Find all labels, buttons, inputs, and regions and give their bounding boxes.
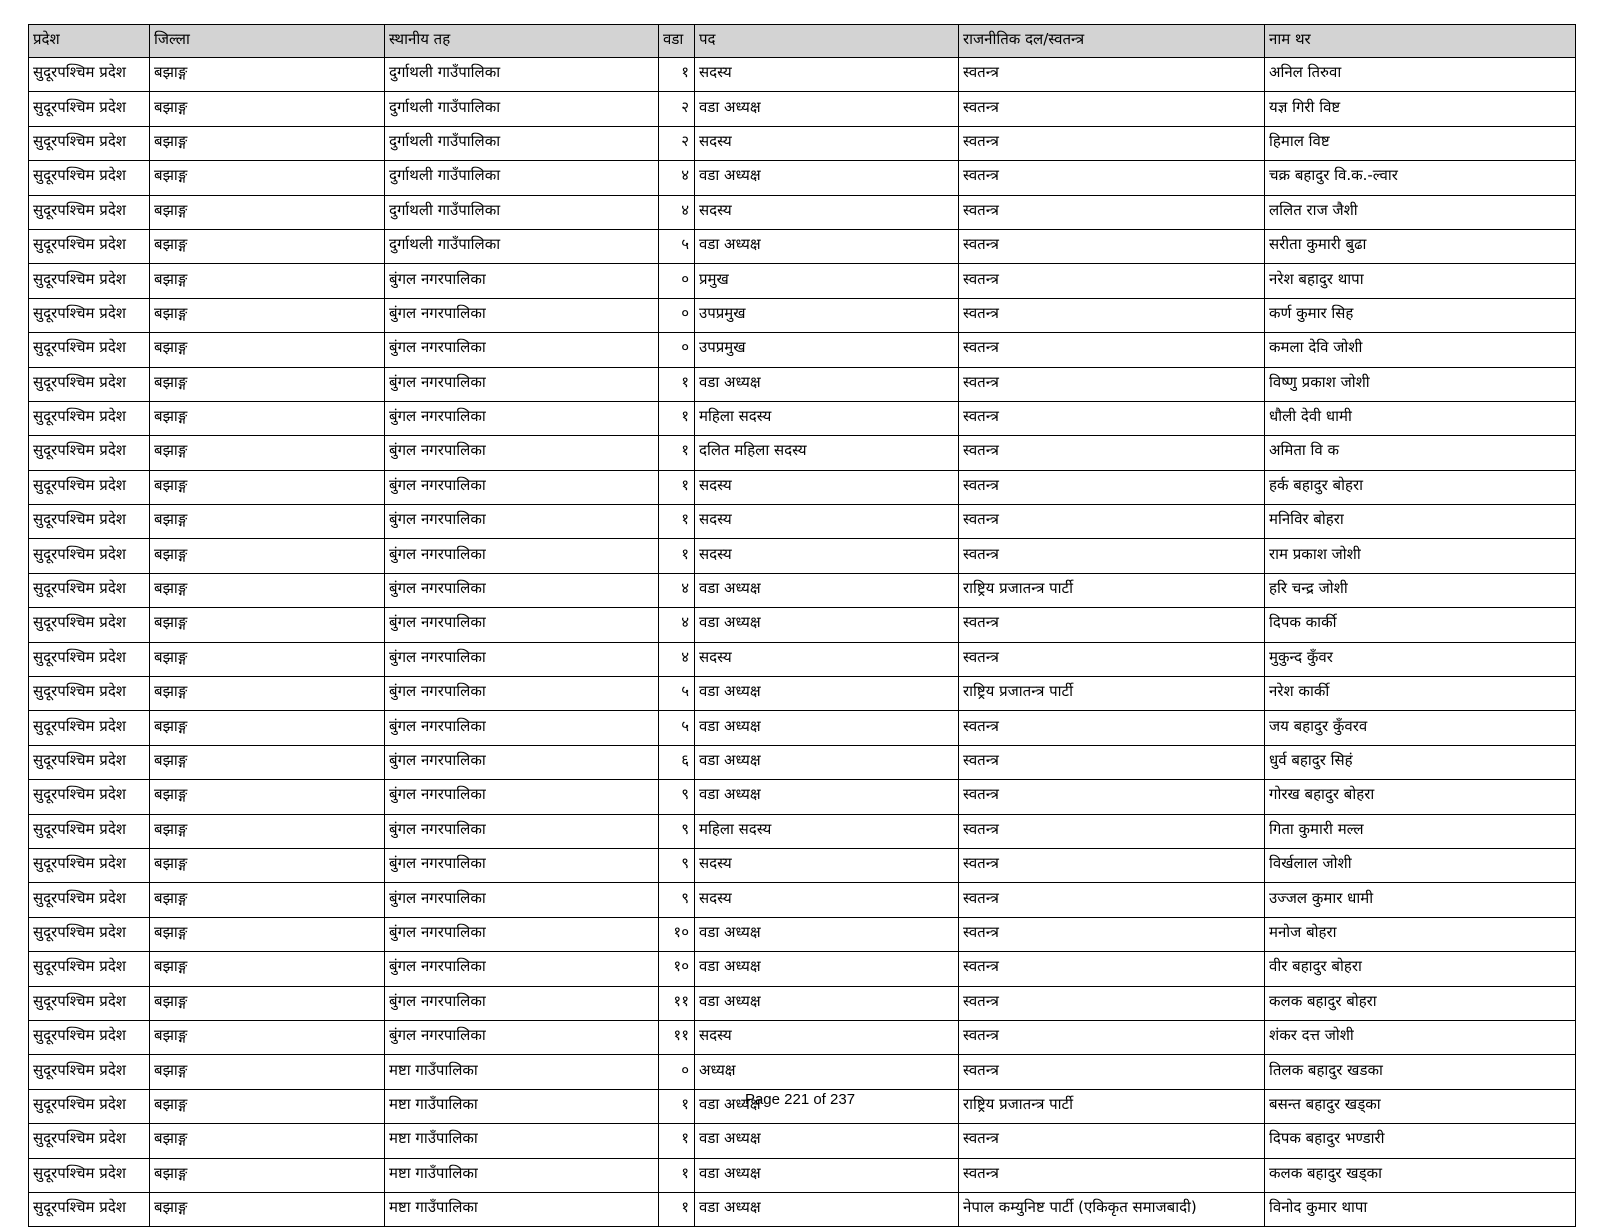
cell-province: सुदूरपश्चिम प्रदेश bbox=[29, 608, 150, 642]
cell-post: वडा अध्यक्ष bbox=[695, 677, 959, 711]
cell-post: उपप्रमुख bbox=[695, 298, 959, 332]
cell-local-level: दुर्गाथली गाउँपालिका bbox=[385, 195, 659, 229]
cell-ward: ४ bbox=[659, 161, 695, 195]
cell-district: बझाङ्ग bbox=[150, 298, 385, 332]
cell-party: स्वतन्त्र bbox=[959, 401, 1265, 435]
table-row bbox=[29, 298, 1576, 332]
cell-local-level: दुर्गाथली गाउँपालिका bbox=[385, 126, 659, 160]
cell-ward: ११ bbox=[659, 986, 695, 1020]
cell-district: बझाङ्ग bbox=[150, 986, 385, 1020]
cell-post: सदस्य bbox=[695, 539, 959, 573]
cell-party: स्वतन्त्र bbox=[959, 92, 1265, 126]
header-name: नाम थर bbox=[1265, 25, 1576, 58]
cell-district: बझाङ्ग bbox=[150, 1020, 385, 1054]
table-row bbox=[29, 161, 1576, 195]
cell-local-level: दुर्गाथली गाउँपालिका bbox=[385, 229, 659, 263]
cell-province: सुदूरपश्चिम प्रदेश bbox=[29, 505, 150, 539]
cell-ward: ५ bbox=[659, 677, 695, 711]
cell-local-level: बुंगल नगरपालिका bbox=[385, 608, 659, 642]
cell-ward: १ bbox=[659, 1124, 695, 1158]
cell-local-level: दुर्गाथली गाउँपालिका bbox=[385, 58, 659, 92]
cell-post: वडा अध्यक्ष bbox=[695, 1124, 959, 1158]
cell-ward: ५ bbox=[659, 229, 695, 263]
table-row bbox=[29, 1020, 1576, 1054]
cell-party: स्वतन्त्र bbox=[959, 848, 1265, 882]
cell-local-level: बुंगल नगरपालिका bbox=[385, 848, 659, 882]
cell-province: सुदूरपश्चिम प्रदेश bbox=[29, 367, 150, 401]
cell-district: बझाङ्ग bbox=[150, 642, 385, 676]
cell-province: सुदूरपश्चिम प्रदेश bbox=[29, 1055, 150, 1089]
table-row bbox=[29, 436, 1576, 470]
cell-party: स्वतन्त्र bbox=[959, 814, 1265, 848]
cell-party: स्वतन्त्र bbox=[959, 298, 1265, 332]
cell-post: सदस्य bbox=[695, 1020, 959, 1054]
cell-name: राम प्रकाश जोशी bbox=[1265, 539, 1576, 573]
cell-post: सदस्य bbox=[695, 58, 959, 92]
cell-local-level: बुंगल नगरपालिका bbox=[385, 814, 659, 848]
cell-name: मनोज बोहरा bbox=[1265, 917, 1576, 951]
cell-district: बझाङ्ग bbox=[150, 58, 385, 92]
table-row bbox=[29, 367, 1576, 401]
cell-name: धौली देवी धामी bbox=[1265, 401, 1576, 435]
cell-local-level: बुंगल नगरपालिका bbox=[385, 677, 659, 711]
cell-party: स्वतन्त्र bbox=[959, 780, 1265, 814]
table-row bbox=[29, 229, 1576, 263]
cell-district: बझाङ्ग bbox=[150, 780, 385, 814]
cell-province: सुदूरपश्चिम प्रदेश bbox=[29, 1020, 150, 1054]
cell-local-level: दुर्गाथली गाउँपालिका bbox=[385, 92, 659, 126]
table-row bbox=[29, 58, 1576, 92]
table-row bbox=[29, 401, 1576, 435]
cell-post: वडा अध्यक्ष bbox=[695, 367, 959, 401]
cell-district: बझाङ्ग bbox=[150, 745, 385, 779]
cell-name: विष्णु प्रकाश जोशी bbox=[1265, 367, 1576, 401]
table-row bbox=[29, 814, 1576, 848]
cell-province: सुदूरपश्चिम प्रदेश bbox=[29, 1192, 150, 1226]
cell-party: स्वतन्त्र bbox=[959, 1158, 1265, 1192]
table-row bbox=[29, 711, 1576, 745]
cell-party: स्वतन्त्र bbox=[959, 952, 1265, 986]
cell-district: बझाङ्ग bbox=[150, 436, 385, 470]
cell-name: गिता कुमारी मल्ल bbox=[1265, 814, 1576, 848]
cell-district: बझाङ्ग bbox=[150, 1124, 385, 1158]
cell-post: वडा अध्यक्ष bbox=[695, 986, 959, 1020]
cell-district: बझाङ्ग bbox=[150, 677, 385, 711]
cell-ward: १ bbox=[659, 367, 695, 401]
cell-local-level: बुंगल नगरपालिका bbox=[385, 711, 659, 745]
cell-local-level: बुंगल नगरपालिका bbox=[385, 642, 659, 676]
cell-local-level: मष्टा गाउँपालिका bbox=[385, 1055, 659, 1089]
cell-province: सुदूरपश्चिम प्रदेश bbox=[29, 814, 150, 848]
cell-district: बझाङ्ग bbox=[150, 917, 385, 951]
cell-post: वडा अध्यक्ष bbox=[695, 711, 959, 745]
table-row bbox=[29, 505, 1576, 539]
cell-party: स्वतन्त्र bbox=[959, 539, 1265, 573]
cell-district: बझाङ्ग bbox=[150, 401, 385, 435]
cell-ward: १ bbox=[659, 539, 695, 573]
cell-province: सुदूरपश्चिम प्रदेश bbox=[29, 1089, 150, 1123]
cell-post: वडा अध्यक्ष bbox=[695, 1158, 959, 1192]
cell-post: प्रमुख bbox=[695, 264, 959, 298]
cell-ward: ९ bbox=[659, 780, 695, 814]
cell-local-level: मष्टा गाउँपालिका bbox=[385, 1192, 659, 1226]
cell-party: स्वतन्त्र bbox=[959, 986, 1265, 1020]
table-row bbox=[29, 608, 1576, 642]
cell-ward: ५ bbox=[659, 711, 695, 745]
cell-district: बझाङ्ग bbox=[150, 505, 385, 539]
cell-party: स्वतन्त्र bbox=[959, 917, 1265, 951]
cell-province: सुदूरपश्चिम प्रदेश bbox=[29, 573, 150, 607]
cell-province: सुदूरपश्चिम प्रदेश bbox=[29, 126, 150, 160]
cell-province: सुदूरपश्चिम प्रदेश bbox=[29, 161, 150, 195]
cell-name: धुर्व बहादुर सिहं bbox=[1265, 745, 1576, 779]
cell-post: सदस्य bbox=[695, 848, 959, 882]
cell-local-level: बुंगल नगरपालिका bbox=[385, 333, 659, 367]
cell-name: दिपक बहादुर भण्डारी bbox=[1265, 1124, 1576, 1158]
cell-party: स्वतन्त्र bbox=[959, 1055, 1265, 1089]
cell-ward: ११ bbox=[659, 1020, 695, 1054]
cell-post: वडा अध्यक्ष bbox=[695, 92, 959, 126]
table-row bbox=[29, 1055, 1576, 1089]
cell-party: स्वतन्त्र bbox=[959, 264, 1265, 298]
cell-name: नरेश बहादुर थापा bbox=[1265, 264, 1576, 298]
table-row bbox=[29, 539, 1576, 573]
cell-ward: ९ bbox=[659, 883, 695, 917]
table-row bbox=[29, 195, 1576, 229]
cell-local-level: मष्टा गाउँपालिका bbox=[385, 1124, 659, 1158]
cell-ward: १ bbox=[659, 401, 695, 435]
cell-district: बझाङ्ग bbox=[150, 1192, 385, 1226]
cell-ward: ० bbox=[659, 298, 695, 332]
cell-local-level: बुंगल नगरपालिका bbox=[385, 952, 659, 986]
cell-party: स्वतन्त्र bbox=[959, 195, 1265, 229]
cell-local-level: बुंगल नगरपालिका bbox=[385, 573, 659, 607]
cell-province: सुदूरपश्चिम प्रदेश bbox=[29, 1124, 150, 1158]
cell-province: सुदूरपश्चिम प्रदेश bbox=[29, 333, 150, 367]
cell-ward: १ bbox=[659, 505, 695, 539]
table-row bbox=[29, 883, 1576, 917]
cell-name: सरीता कुमारी बुढा bbox=[1265, 229, 1576, 263]
header-province: प्रदेश bbox=[29, 25, 150, 58]
cell-post: महिला सदस्य bbox=[695, 401, 959, 435]
cell-name: जय बहादुर कुँवरव bbox=[1265, 711, 1576, 745]
cell-local-level: बुंगल नगरपालिका bbox=[385, 986, 659, 1020]
cell-local-level: दुर्गाथली गाउँपालिका bbox=[385, 161, 659, 195]
cell-province: सुदूरपश्चिम प्रदेश bbox=[29, 883, 150, 917]
table-row bbox=[29, 92, 1576, 126]
cell-province: सुदूरपश्चिम प्रदेश bbox=[29, 264, 150, 298]
cell-name: अमिता वि क bbox=[1265, 436, 1576, 470]
cell-party: स्वतन्त्र bbox=[959, 745, 1265, 779]
cell-name: उज्जल कुमार धामी bbox=[1265, 883, 1576, 917]
cell-name: कर्ण कुमार सिह bbox=[1265, 298, 1576, 332]
cell-district: बझाङ्ग bbox=[150, 367, 385, 401]
table-row bbox=[29, 126, 1576, 160]
cell-local-level: बुंगल नगरपालिका bbox=[385, 367, 659, 401]
cell-name: दिपक कार्की bbox=[1265, 608, 1576, 642]
cell-local-level: बुंगल नगरपालिका bbox=[385, 745, 659, 779]
cell-party: स्वतन्त्र bbox=[959, 608, 1265, 642]
cell-local-level: बुंगल नगरपालिका bbox=[385, 470, 659, 504]
cell-province: सुदूरपश्चिम प्रदेश bbox=[29, 952, 150, 986]
cell-name: कलक बहादुर बोहरा bbox=[1265, 986, 1576, 1020]
cell-ward: २ bbox=[659, 92, 695, 126]
cell-post: वडा अध्यक्ष bbox=[695, 917, 959, 951]
cell-ward: १ bbox=[659, 1158, 695, 1192]
cell-post: वडा अध्यक्ष bbox=[695, 229, 959, 263]
cell-party: स्वतन्त्र bbox=[959, 333, 1265, 367]
cell-name: हिमाल विष्ट bbox=[1265, 126, 1576, 160]
cell-province: सुदूरपश्चिम प्रदेश bbox=[29, 917, 150, 951]
cell-post: दलित महिला सदस्य bbox=[695, 436, 959, 470]
cell-local-level: बुंगल नगरपालिका bbox=[385, 1020, 659, 1054]
table-row bbox=[29, 642, 1576, 676]
cell-ward: ९ bbox=[659, 848, 695, 882]
cell-party: स्वतन्त्र bbox=[959, 1020, 1265, 1054]
table-row bbox=[29, 333, 1576, 367]
cell-party: स्वतन्त्र bbox=[959, 505, 1265, 539]
cell-province: सुदूरपश्चिम प्रदेश bbox=[29, 848, 150, 882]
cell-name: बसन्त बहादुर खड्का bbox=[1265, 1089, 1576, 1123]
cell-district: बझाङ्ग bbox=[150, 195, 385, 229]
cell-local-level: बुंगल नगरपालिका bbox=[385, 917, 659, 951]
cell-province: सुदूरपश्चिम प्रदेश bbox=[29, 401, 150, 435]
cell-post: महिला सदस्य bbox=[695, 814, 959, 848]
cell-party: राष्ट्रिय प्रजातन्त्र पार्टी bbox=[959, 573, 1265, 607]
cell-name: हर्क बहादुर बोहरा bbox=[1265, 470, 1576, 504]
header-row bbox=[29, 25, 1576, 58]
cell-post: सदस्य bbox=[695, 195, 959, 229]
cell-district: बझाङ्ग bbox=[150, 1089, 385, 1123]
cell-province: सुदूरपश्चिम प्रदेश bbox=[29, 436, 150, 470]
cell-local-level: बुंगल नगरपालिका bbox=[385, 780, 659, 814]
cell-ward: ६ bbox=[659, 745, 695, 779]
cell-district: बझाङ्ग bbox=[150, 264, 385, 298]
cell-local-level: बुंगल नगरपालिका bbox=[385, 264, 659, 298]
cell-party: स्वतन्त्र bbox=[959, 883, 1265, 917]
cell-local-level: मष्टा गाउँपालिका bbox=[385, 1158, 659, 1192]
table-row bbox=[29, 917, 1576, 951]
cell-ward: ४ bbox=[659, 195, 695, 229]
cell-district: बझाङ्ग bbox=[150, 883, 385, 917]
cell-name: ललित राज जैशी bbox=[1265, 195, 1576, 229]
cell-name: चक्र बहादुर वि.क.-ल्वार bbox=[1265, 161, 1576, 195]
table-row bbox=[29, 745, 1576, 779]
cell-party: स्वतन्त्र bbox=[959, 229, 1265, 263]
cell-party: स्वतन्त्र bbox=[959, 58, 1265, 92]
table-row bbox=[29, 1192, 1576, 1226]
cell-province: सुदूरपश्चिम प्रदेश bbox=[29, 195, 150, 229]
cell-district: बझाङ्ग bbox=[150, 1158, 385, 1192]
cell-name: विनोद कुमार थापा bbox=[1265, 1192, 1576, 1226]
cell-name: मनिविर बोहरा bbox=[1265, 505, 1576, 539]
cell-local-level: बुंगल नगरपालिका bbox=[385, 539, 659, 573]
cell-local-level: बुंगल नगरपालिका bbox=[385, 401, 659, 435]
cell-party: स्वतन्त्र bbox=[959, 161, 1265, 195]
cell-district: बझाङ्ग bbox=[150, 1055, 385, 1089]
cell-party: स्वतन्त्र bbox=[959, 1124, 1265, 1158]
cell-post: वडा अध्यक्ष bbox=[695, 161, 959, 195]
header-party: राजनीतिक दल/स्वतन्त्र bbox=[959, 25, 1265, 58]
cell-name: यज्ञ गिरी विष्ट bbox=[1265, 92, 1576, 126]
cell-ward: १० bbox=[659, 952, 695, 986]
cell-ward: ९ bbox=[659, 814, 695, 848]
table-row bbox=[29, 573, 1576, 607]
cell-ward: ४ bbox=[659, 608, 695, 642]
cell-province: सुदूरपश्चिम प्रदेश bbox=[29, 677, 150, 711]
cell-name: गोरख बहादुर बोहरा bbox=[1265, 780, 1576, 814]
cell-party: स्वतन्त्र bbox=[959, 436, 1265, 470]
cell-post: वडा अध्यक्ष bbox=[695, 1192, 959, 1226]
cell-post: अध्यक्ष bbox=[695, 1055, 959, 1089]
header-post: पद bbox=[695, 25, 959, 58]
cell-district: बझाङ्ग bbox=[150, 848, 385, 882]
cell-post: वडा अध्यक्ष bbox=[695, 1089, 959, 1123]
cell-post: सदस्य bbox=[695, 505, 959, 539]
cell-province: सुदूरपश्चिम प्रदेश bbox=[29, 986, 150, 1020]
cell-name: तिलक बहादुर खडका bbox=[1265, 1055, 1576, 1089]
cell-province: सुदूरपश्चिम प्रदेश bbox=[29, 229, 150, 263]
cell-province: सुदूरपश्चिम प्रदेश bbox=[29, 92, 150, 126]
cell-post: सदस्य bbox=[695, 883, 959, 917]
cell-post: वडा अध्यक्ष bbox=[695, 952, 959, 986]
cell-ward: १ bbox=[659, 1089, 695, 1123]
cell-district: बझाङ्ग bbox=[150, 608, 385, 642]
cell-province: सुदूरपश्चिम प्रदेश bbox=[29, 711, 150, 745]
cell-name: अनिल तिरुवा bbox=[1265, 58, 1576, 92]
cell-party: राष्ट्रिय प्रजातन्त्र पार्टी bbox=[959, 1089, 1265, 1123]
cell-party: राष्ट्रिय प्रजातन्त्र पार्टी bbox=[959, 677, 1265, 711]
cell-post: वडा अध्यक्ष bbox=[695, 608, 959, 642]
header-ward: वडा bbox=[659, 25, 695, 58]
results-table bbox=[28, 24, 1576, 1227]
cell-party: स्वतन्त्र bbox=[959, 711, 1265, 745]
header-local-level: स्थानीय तह bbox=[385, 25, 659, 58]
cell-party: नेपाल कम्युनिष्ट पार्टी (एकिकृत समाजबादी) bbox=[959, 1192, 1265, 1226]
cell-post: वडा अध्यक्ष bbox=[695, 745, 959, 779]
cell-party: स्वतन्त्र bbox=[959, 367, 1265, 401]
cell-ward: ४ bbox=[659, 573, 695, 607]
cell-local-level: बुंगल नगरपालिका bbox=[385, 505, 659, 539]
cell-ward: २ bbox=[659, 126, 695, 160]
cell-local-level: बुंगल नगरपालिका bbox=[385, 883, 659, 917]
table-row bbox=[29, 1124, 1576, 1158]
cell-district: बझाङ्ग bbox=[150, 126, 385, 160]
cell-name: कलक बहादुर खड्का bbox=[1265, 1158, 1576, 1192]
cell-ward: ० bbox=[659, 333, 695, 367]
cell-name: मुकुन्द कुँवर bbox=[1265, 642, 1576, 676]
cell-local-level: मष्टा गाउँपालिका bbox=[385, 1089, 659, 1123]
cell-district: बझाङ्ग bbox=[150, 952, 385, 986]
cell-ward: १ bbox=[659, 470, 695, 504]
cell-province: सुदूरपश्चिम प्रदेश bbox=[29, 745, 150, 779]
table-row bbox=[29, 1158, 1576, 1192]
cell-province: सुदूरपश्चिम प्रदेश bbox=[29, 780, 150, 814]
cell-district: बझाङ्ग bbox=[150, 333, 385, 367]
cell-post: सदस्य bbox=[695, 126, 959, 160]
cell-province: सुदूरपश्चिम प्रदेश bbox=[29, 539, 150, 573]
table-row bbox=[29, 848, 1576, 882]
cell-province: सुदूरपश्चिम प्रदेश bbox=[29, 1158, 150, 1192]
table-body bbox=[29, 58, 1576, 1227]
cell-province: सुदूरपश्चिम प्रदेश bbox=[29, 470, 150, 504]
cell-district: बझाङ्ग bbox=[150, 573, 385, 607]
cell-province: सुदूरपश्चिम प्रदेश bbox=[29, 298, 150, 332]
cell-post: सदस्य bbox=[695, 642, 959, 676]
cell-ward: १ bbox=[659, 436, 695, 470]
cell-post: उपप्रमुख bbox=[695, 333, 959, 367]
cell-party: स्वतन्त्र bbox=[959, 642, 1265, 676]
cell-district: बझाङ्ग bbox=[150, 711, 385, 745]
cell-party: स्वतन्त्र bbox=[959, 470, 1265, 504]
cell-name: नरेश कार्की bbox=[1265, 677, 1576, 711]
table-row bbox=[29, 264, 1576, 298]
table-row bbox=[29, 952, 1576, 986]
cell-province: सुदूरपश्चिम प्रदेश bbox=[29, 58, 150, 92]
table-row bbox=[29, 470, 1576, 504]
cell-ward: १ bbox=[659, 1192, 695, 1226]
cell-local-level: बुंगल नगरपालिका bbox=[385, 436, 659, 470]
cell-post: वडा अध्यक्ष bbox=[695, 573, 959, 607]
cell-ward: १० bbox=[659, 917, 695, 951]
header-district: जिल्ला bbox=[150, 25, 385, 58]
cell-name: हरि चन्द्र जोशी bbox=[1265, 573, 1576, 607]
cell-ward: १ bbox=[659, 58, 695, 92]
cell-district: बझाङ्ग bbox=[150, 814, 385, 848]
cell-ward: ० bbox=[659, 264, 695, 298]
cell-name: विर्खलाल जोशी bbox=[1265, 848, 1576, 882]
cell-district: बझाङ्ग bbox=[150, 539, 385, 573]
table-row bbox=[29, 780, 1576, 814]
cell-post: सदस्य bbox=[695, 470, 959, 504]
page-number: Page 221 of 237 bbox=[744, 1091, 856, 1108]
table-row bbox=[29, 986, 1576, 1020]
cell-name: कमला देवि जोशी bbox=[1265, 333, 1576, 367]
cell-district: बझाङ्ग bbox=[150, 229, 385, 263]
cell-district: बझाङ्ग bbox=[150, 92, 385, 126]
cell-party: स्वतन्त्र bbox=[959, 126, 1265, 160]
cell-district: बझाङ्ग bbox=[150, 161, 385, 195]
cell-name: शंकर दत्त जोशी bbox=[1265, 1020, 1576, 1054]
cell-local-level: बुंगल नगरपालिका bbox=[385, 298, 659, 332]
cell-district: बझाङ्ग bbox=[150, 470, 385, 504]
table-row bbox=[29, 677, 1576, 711]
cell-name: वीर बहादुर बोहरा bbox=[1265, 952, 1576, 986]
cell-ward: ४ bbox=[659, 642, 695, 676]
cell-province: सुदूरपश्चिम प्रदेश bbox=[29, 642, 150, 676]
cell-post: वडा अध्यक्ष bbox=[695, 780, 959, 814]
cell-ward: ० bbox=[659, 1055, 695, 1089]
